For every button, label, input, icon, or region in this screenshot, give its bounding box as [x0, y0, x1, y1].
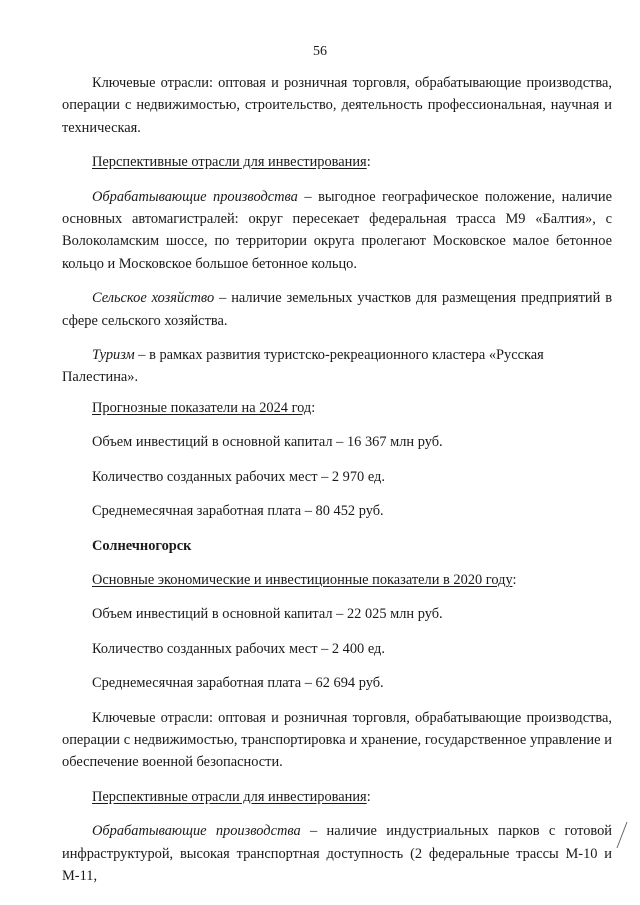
manufacturing-paragraph-2: Обрабатывающие производства – наличие индустриальных парков с готовой инфраструктурой, высокая транспортная доступность (2 федеральные трассы М-10 и М-11, — [62, 823, 612, 884]
indicators-salary-line: Среднемесячная заработная плата – 62 694 руб. — [92, 675, 384, 692]
tourism-paragraph: Туризм – в рамках развития туристско-рекреационного кластера «Русская Палестина». — [62, 347, 544, 386]
section-heading-forecast: Прогнозные показатели на 2024 год: — [92, 399, 316, 416]
forecast-investment-line: Объем инвестиций в основной капитал – 16 367 млн руб. — [92, 434, 443, 451]
manufacturing-paragraph: Обрабатывающие производства – выгодное географическое положение, наличие основных автомагистралей: округ пересекает федеральная трасса М9 «Балтия», с Волоколамским шоссе, по территории округа пролегают Московское малое бетонное кольцо и Московское большое бетонное кольцо. — [62, 188, 612, 272]
agriculture-paragraph: Сельское хозяйство – наличие земельных участков для размещения предприятий в сфере сельского хозяйства. — [62, 290, 612, 329]
section-heading-prospective: Перспективные отрасли для инвестирования: — [92, 154, 371, 171]
document-body — [62, 72, 612, 887]
indicators-jobs-line: Количество созданных рабочих мест – 2 400 ед. — [92, 640, 385, 657]
section-heading-indicators-2020: Основные экономические и инвестиционные показатели в 2020 году: — [92, 571, 517, 588]
indicators-investment-line: Объем инвестиций в основной капитал – 22 025 млн руб. — [92, 606, 443, 623]
forecast-salary-line: Среднемесячная заработная плата – 80 452 руб. — [92, 503, 384, 520]
forecast-jobs-line: Количество созданных рабочих мест – 2 970 ед. — [92, 468, 385, 485]
scan-mark — [616, 821, 628, 849]
municipality-title: Солнечногорск — [92, 537, 192, 554]
key-industries-paragraph: Ключевые отрасли: оптовая и розничная торговля, обрабатывающие производства, операции с недвижимостью, строительство, деятельность профессиональная, научная и техническая. — [62, 75, 612, 136]
page-number: 56 — [313, 44, 327, 59]
key-industries-paragraph-2: Ключевые отрасли: оптовая и розничная торговля, обрабатывающие производства, операции с недвижимостью, транспортировка и хранение, государственное управление и обеспечение военной безопасности. — [62, 709, 612, 771]
section-heading-prospective-2: Перспективные отрасли для инвестирования: — [92, 788, 371, 805]
